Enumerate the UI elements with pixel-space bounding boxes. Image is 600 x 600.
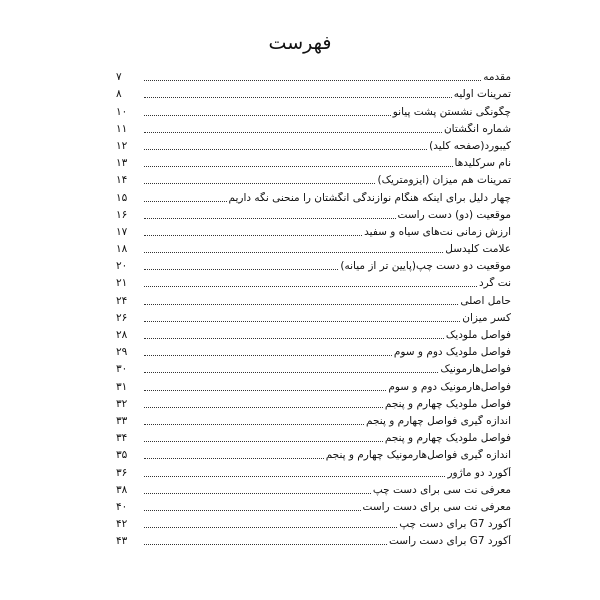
toc-entry <box>116 101 511 118</box>
toc-entry-title: فواصل‌هارمونیک دوم و سوم <box>388 380 511 393</box>
toc-entry <box>116 497 511 514</box>
dot-leader <box>144 407 383 408</box>
toc-entry <box>116 205 511 222</box>
toc-entry-title: فواصل ملودیک چهارم و پنجم <box>384 432 511 445</box>
toc-entry <box>116 239 511 256</box>
toc-entry <box>116 84 511 101</box>
toc-entry-page-number: ۲۱ <box>116 277 128 290</box>
toc-entry <box>116 445 511 462</box>
dot-leader <box>144 201 227 202</box>
toc-entry <box>116 480 511 497</box>
toc-entry-page-number: ۱۴ <box>116 174 128 187</box>
dot-leader <box>144 441 383 442</box>
toc-entry-title: فواصل ملودیک دوم و سوم <box>393 346 511 359</box>
toc-entry <box>116 325 511 342</box>
toc-entry-title: ارزش زمانی نت‌های سیاه و سفید <box>364 225 511 238</box>
toc-entry <box>116 376 511 393</box>
toc-entry <box>116 342 511 359</box>
toc-entry-title: نت گرد <box>478 277 511 290</box>
toc-entry-page-number: ۱۳ <box>116 157 128 170</box>
toc-entry-page-number: ۳۳ <box>116 414 128 427</box>
dot-leader <box>144 355 392 356</box>
dot-leader <box>144 149 427 150</box>
toc-entry-page-number: ۴۲ <box>116 518 128 531</box>
dot-leader <box>144 218 396 219</box>
toc-entry-title: تمرینات اولیه <box>453 88 511 101</box>
toc-entry <box>116 187 511 204</box>
toc-entry-title: فواصل ملودیک <box>445 329 511 341</box>
toc-entry-title: آکورد G7 برای دست چپ <box>399 518 511 531</box>
dot-leader <box>144 372 438 373</box>
toc-entry-page-number: ۴۳ <box>116 535 128 548</box>
toc-entry-page-number: ۱۰ <box>116 105 128 118</box>
toc-entry-title: اندازه گیری فواصل چهارم و پنجم <box>366 414 511 427</box>
dot-leader <box>144 115 391 116</box>
dot-leader <box>144 183 375 184</box>
toc-entry <box>116 531 511 548</box>
dot-leader <box>144 235 362 236</box>
toc-entry-title: آکورد G7 برای دست راست <box>388 535 511 548</box>
dot-leader <box>144 166 453 167</box>
toc-entry-title: حامل اصلی <box>460 294 511 307</box>
toc-entry-title: فواصل‌هارمونیک <box>440 363 511 376</box>
toc-entry-page-number: ۳۵ <box>116 449 128 462</box>
toc-entry <box>116 119 511 136</box>
dot-leader <box>144 132 442 133</box>
toc-entry-title: موقعیت (دو) دست راست <box>397 208 511 221</box>
dot-leader <box>144 458 324 459</box>
toc-entry <box>116 136 511 153</box>
toc-entry-title: معرفی نت سی برای دست چپ <box>372 483 511 496</box>
toc-entry <box>116 170 511 187</box>
toc-entry-page-number: ۱۸ <box>116 243 128 256</box>
dot-leader <box>144 544 387 545</box>
toc-entry <box>116 428 511 445</box>
toc-entry-title: تمرینات هم میزان (ایزومتریک) <box>377 174 511 187</box>
toc-entry-title: کیبورد(صفحه کلید) <box>429 139 511 152</box>
toc-entry-title: علامت کلیدسل <box>445 243 511 256</box>
toc-entry-page-number: ۳۱ <box>116 380 128 393</box>
toc-entry-page-number: ۳۲ <box>116 397 128 410</box>
dot-leader <box>144 510 361 511</box>
toc-entry-page-number: ۳۰ <box>116 363 128 376</box>
toc-entry-page-number: ۷ <box>116 71 122 84</box>
toc-entry <box>116 359 511 376</box>
toc-entry-page-number: ۲۰ <box>116 260 128 273</box>
dot-leader <box>144 286 477 287</box>
dot-leader <box>144 321 460 322</box>
toc-entry-page-number: ۸ <box>116 88 122 101</box>
toc-entry-page-number: ۲۹ <box>116 346 128 359</box>
dot-leader <box>144 304 458 305</box>
dot-leader <box>144 390 386 391</box>
toc-entry-title: اندازه گیری فواصل‌هارمونیک چهارم و پنجم <box>325 449 511 462</box>
toc-entry-page-number: ۴۰ <box>116 500 128 513</box>
toc-entry-title: نام سرکلیدها <box>454 157 511 170</box>
toc-entry <box>116 256 511 273</box>
toc-entry <box>116 67 511 84</box>
toc-entry-title: فواصل ملودیک چهارم و پنجم <box>384 397 511 410</box>
dot-leader <box>144 97 452 98</box>
toc-entry <box>116 462 511 479</box>
toc-entry-page-number: ۳۴ <box>116 432 128 445</box>
toc-entry-page-number: ۱۷ <box>116 225 128 238</box>
toc-entry-title: مقدمه <box>483 71 511 84</box>
dot-leader <box>144 476 445 477</box>
dot-leader <box>144 269 338 270</box>
dot-leader <box>144 424 364 425</box>
toc-entry-page-number: ۱۲ <box>116 139 128 152</box>
dot-leader <box>144 493 371 494</box>
toc-entry-page-number: ۳۶ <box>116 466 128 479</box>
dot-leader <box>144 338 444 339</box>
toc-entry-page-number: ۲۸ <box>116 329 128 341</box>
toc-entry-page-number: ۲۴ <box>116 294 128 307</box>
toc-entry <box>116 222 511 239</box>
toc-entry-page-number: ۱۱ <box>116 122 128 135</box>
table-of-contents <box>116 67 511 548</box>
toc-entry-title: چهار دلیل برای اینکه هنگام نوازندگی انگشتان را منحنی نگه داریم <box>228 191 511 204</box>
toc-entry <box>116 308 511 325</box>
toc-entry <box>116 514 511 531</box>
toc-entry <box>116 153 511 170</box>
toc-entry-title: موقعیت دو دست چپ(پایین تر از میانه) <box>340 260 511 273</box>
dot-leader <box>144 527 397 528</box>
toc-entry-page-number: ۱۵ <box>116 191 128 204</box>
toc-entry <box>116 273 511 290</box>
toc-entry <box>116 411 511 428</box>
toc-entry-title: معرفی نت سی برای دست راست <box>362 500 511 513</box>
toc-entry-page-number: ۲۶ <box>116 311 128 324</box>
toc-entry <box>116 290 511 307</box>
toc-entry <box>116 394 511 411</box>
toc-entry-title: کسر میزان <box>462 311 511 324</box>
page-title: فهرست <box>268 32 332 54</box>
toc-entry-page-number: ۱۶ <box>116 208 128 221</box>
toc-entry-title: چگونگی نشستن پشت پیانو <box>392 105 511 118</box>
dot-leader <box>144 80 481 81</box>
dot-leader <box>144 252 443 253</box>
toc-entry-title: شماره انگشتان <box>443 122 511 135</box>
toc-entry-title: آکورد دو ماژور <box>447 466 511 479</box>
toc-entry-page-number: ۳۸ <box>116 483 128 496</box>
